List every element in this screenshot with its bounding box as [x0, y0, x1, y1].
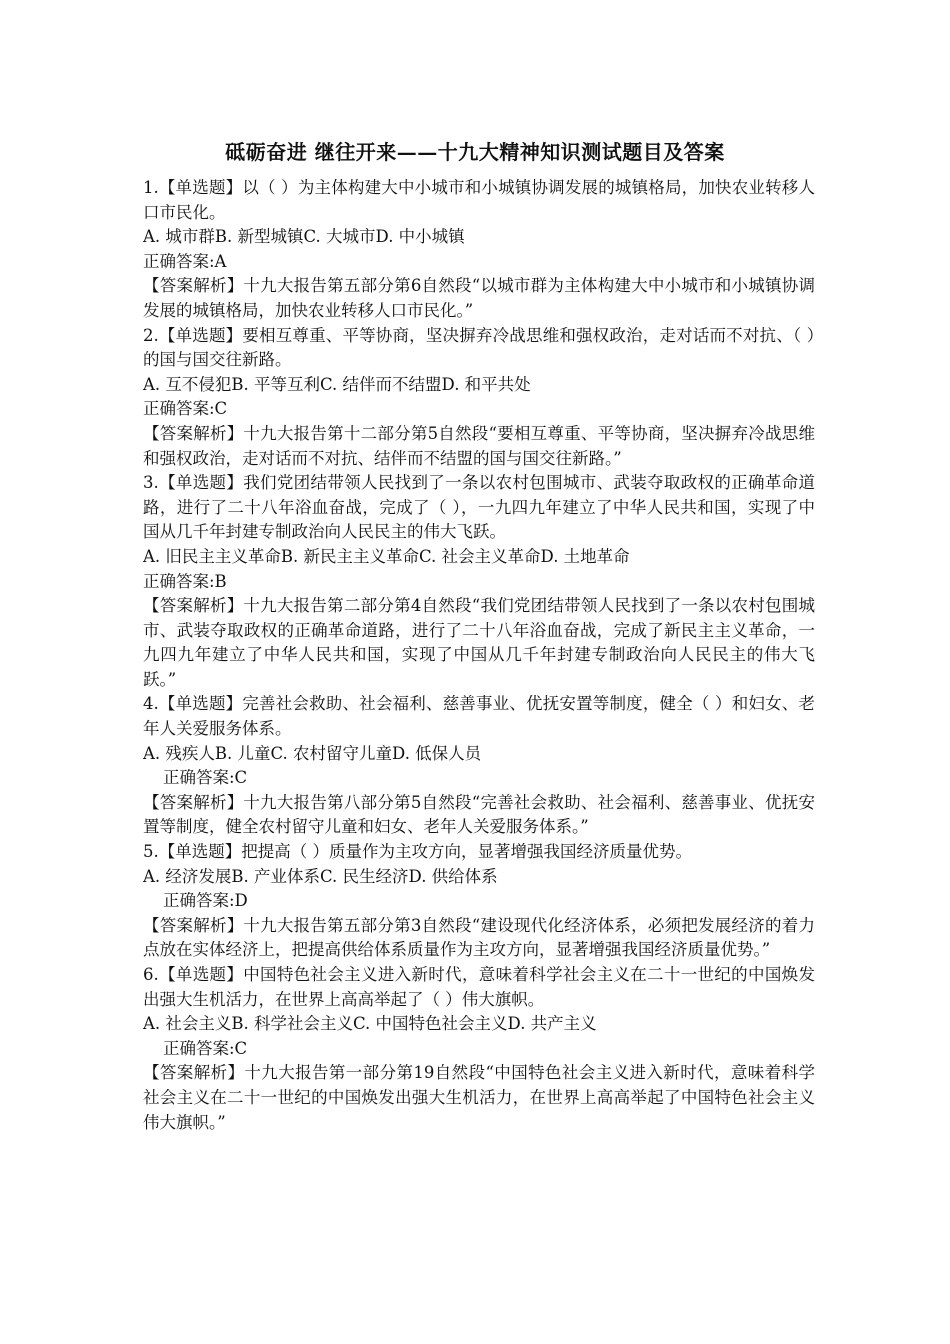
question-block-4 — [143, 692, 815, 840]
question-options: A. 旧民主主义革命B. 新民主主义革命C. 社会主义革命D. 土地革命 — [143, 546, 630, 566]
question-options: A. 经济发展B. 产业体系C. 民生经济D. 供给体系 — [143, 866, 498, 886]
question-block-5 — [143, 840, 815, 963]
question-text: 2.【单选题】要相互尊重、平等协商，坚决摒弃冷战思维和强权政治，走对话而不对抗、（ ）的国与国交往新路。 — [143, 325, 815, 370]
correct-answer: 正确答案:C — [143, 399, 228, 419]
question-block-2 — [143, 324, 815, 472]
question-text: 4.【单选题】完善社会救助、社会福利、慈善事业、优抚安置等制度，健全（ ）和妇女、老年人关爱服务体系。 — [143, 694, 815, 739]
answer-analysis: 【答案解析】十九大报告第十二部分第5自然段“要相互尊重、平等协商，坚决摒弃冷战思维和强权政治，走对话而不对抗、结伴而不结盟的国与国交往新路。” — [143, 423, 815, 468]
question-options: A. 互不侵犯B. 平等互利C. 结伴而不结盟D. 和平共处 — [143, 374, 531, 394]
correct-answer: 正确答案:D — [163, 891, 248, 911]
question-options: A. 城市群B. 新型城镇C. 大城市D. 中小城镇 — [143, 227, 465, 247]
question-block-3 — [143, 471, 815, 692]
answer-analysis: 【答案解析】十九大报告第一部分第19自然段“中国特色社会主义进入新时代，意味着科学社会主义在二十一世纪的中国焕发出强大生机活力，在世界上高高举起了中国特色社会主义伟大旗帜。” — [143, 1063, 815, 1132]
question-text: 3.【单选题】我们党团结带领人民找到了一条以农村包围城市、武装夺取政权的正确革命道路，进行了二十八年浴血奋战，完成了（ ），一九四九年建立了中华人民共和国，实现了中国从几千年封建专制政治向人民民主的伟大飞跃。 — [143, 473, 815, 542]
correct-answer: 正确答案:C — [163, 768, 248, 788]
question-text: 6.【单选题】中国特色社会主义进入新时代，意味着科学社会主义在二十一世纪的中国焕发出强大生机活力，在世界上高高举起了（ ）伟大旗帜。 — [143, 965, 815, 1009]
question-block-6 — [143, 963, 815, 1135]
answer-analysis: 【答案解析】十九大报告第二部分第4自然段“我们党团结带领人民找到了一条以农村包围城市、武装夺取政权的正确革命道路，进行了二十八年浴血奋战，完成了新民主主义革命，一九四九年建立了中华人民共和国，实现了中国从几千年封建专制政治向人民民主的伟大飞跃。” — [143, 596, 815, 689]
correct-answer: 正确答案:B — [143, 571, 227, 591]
answer-analysis: 【答案解析】十九大报告第五部分第6自然段“以城市群为主体构建大中小城市和小城镇协调发展的城镇格局，加快农业转移人口市民化。” — [143, 276, 815, 320]
correct-answer: 正确答案:C — [163, 1038, 248, 1058]
answer-analysis: 【答案解析】十九大报告第八部分第5自然段“完善社会救助、社会福利、慈善事业、优抚安置等制度，健全农村留守儿童和妇女、老年人关爱服务体系。” — [143, 792, 815, 837]
question-list — [143, 176, 815, 1135]
question-block-1 — [143, 176, 815, 324]
question-text: 5.【单选题】把提高（ ）质量作为主攻方向，显著增强我国经济质量优势。 — [143, 842, 692, 862]
correct-answer: 正确答案:A — [143, 251, 227, 271]
answer-analysis: 【答案解析】十九大报告第五部分第3自然段“建设现代化经济体系，必须把发展经济的着力点放在实体经济上，把提高供给体系质量作为主攻方向，显著增强我国经济质量优势。” — [143, 915, 815, 960]
question-options: A. 残疾人B. 儿童C. 农村留守儿童D. 低保人员 — [143, 743, 482, 763]
question-options: A. 社会主义B. 科学社会主义C. 中国特色社会主义D. 共产主义 — [143, 1014, 597, 1034]
page-title: 砥砺奋进 继往开来——十九大精神知识测试题目及答案 — [225, 140, 725, 164]
question-text: 1.【单选题】以（ ）为主体构建大中小城市和小城镇协调发展的城镇格局，加快农业转移人口市民化。 — [143, 178, 815, 222]
